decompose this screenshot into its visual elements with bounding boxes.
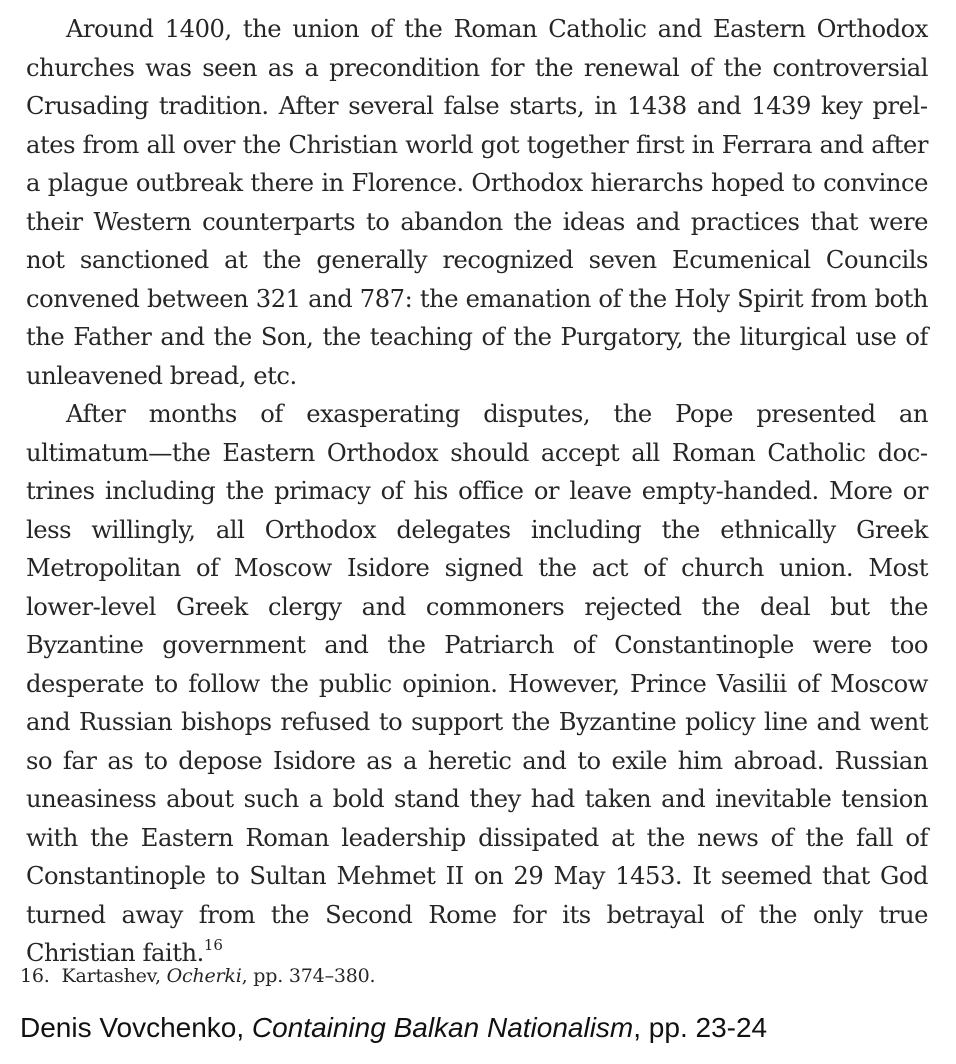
caption-pages: , pp. 23-24 bbox=[633, 1012, 768, 1043]
footnote-pages: , pp. 374–380. bbox=[241, 965, 376, 987]
paragraph-1-text: Around 1400, the union of the Roman Catholic and Eastern Orthodox churches was seen as a precondition for the renewal of the controversial Crusading tradition. After several false starts, in 1438 and 1439 key prelates from all over the Christian world got together first in Ferrara and after a plague outbreak there in Florence. Orthodox hierarchs hoped to convince their Western counterparts to abandon the ideas and practices that were not sanctioned at the generally recognized seven Ecumenical Councils convened between 321 and 787: the emanation of the Holy Spirit from both the Father and the Son, the teaching of the Purgatory, the liturgical use of unleavened bread, etc. bbox=[26, 15, 928, 390]
body-text bbox=[26, 10, 928, 973]
footnote-title: Ocherki bbox=[166, 965, 242, 987]
caption-title: Containing Balkan Nationalism bbox=[251, 1012, 634, 1043]
paragraph-2 bbox=[26, 395, 928, 973]
footnote-number: 16. bbox=[20, 965, 50, 987]
footnote-marker[interactable]: 16 bbox=[203, 936, 223, 954]
source-caption bbox=[20, 1008, 940, 1048]
caption-author: Denis Vovchenko, bbox=[20, 1012, 245, 1043]
footnote-author: Kartashev, bbox=[61, 965, 161, 987]
paragraph-1 bbox=[26, 10, 928, 395]
paragraph-2-text: After months of exasperating disputes, the Pope presented an ultimatum—the Eastern Orthodox should accept all Roman Catholic doctrines including the primacy of his office or leave empty-handed. More or less willingly, all Orthodox delegates including the ethnically Greek Metropolitan of Moscow Isidore signed the act of church union. Most lower-level Greek clergy and commoners rejected the deal but the Byzantine government and the Patriarch of Constantinople were too desperate to follow the public opinion. However, Prince Vasilii of Moscow and Russian bishops refused to support the Byzantine policy line and went so far as to depose Isidore as a heretic and to exile him abroad. Russian uneasiness about such a bold stand they had taken and inevitable tension with the Eastern Roman leadership dissipated at the news of the fall of Constantinople to Sultan Mehmet II on 29 May 1453. It seemed that God turned away from the Second Rome for its betrayal of the only true Christian faith. bbox=[26, 400, 928, 967]
footnote bbox=[20, 962, 920, 990]
